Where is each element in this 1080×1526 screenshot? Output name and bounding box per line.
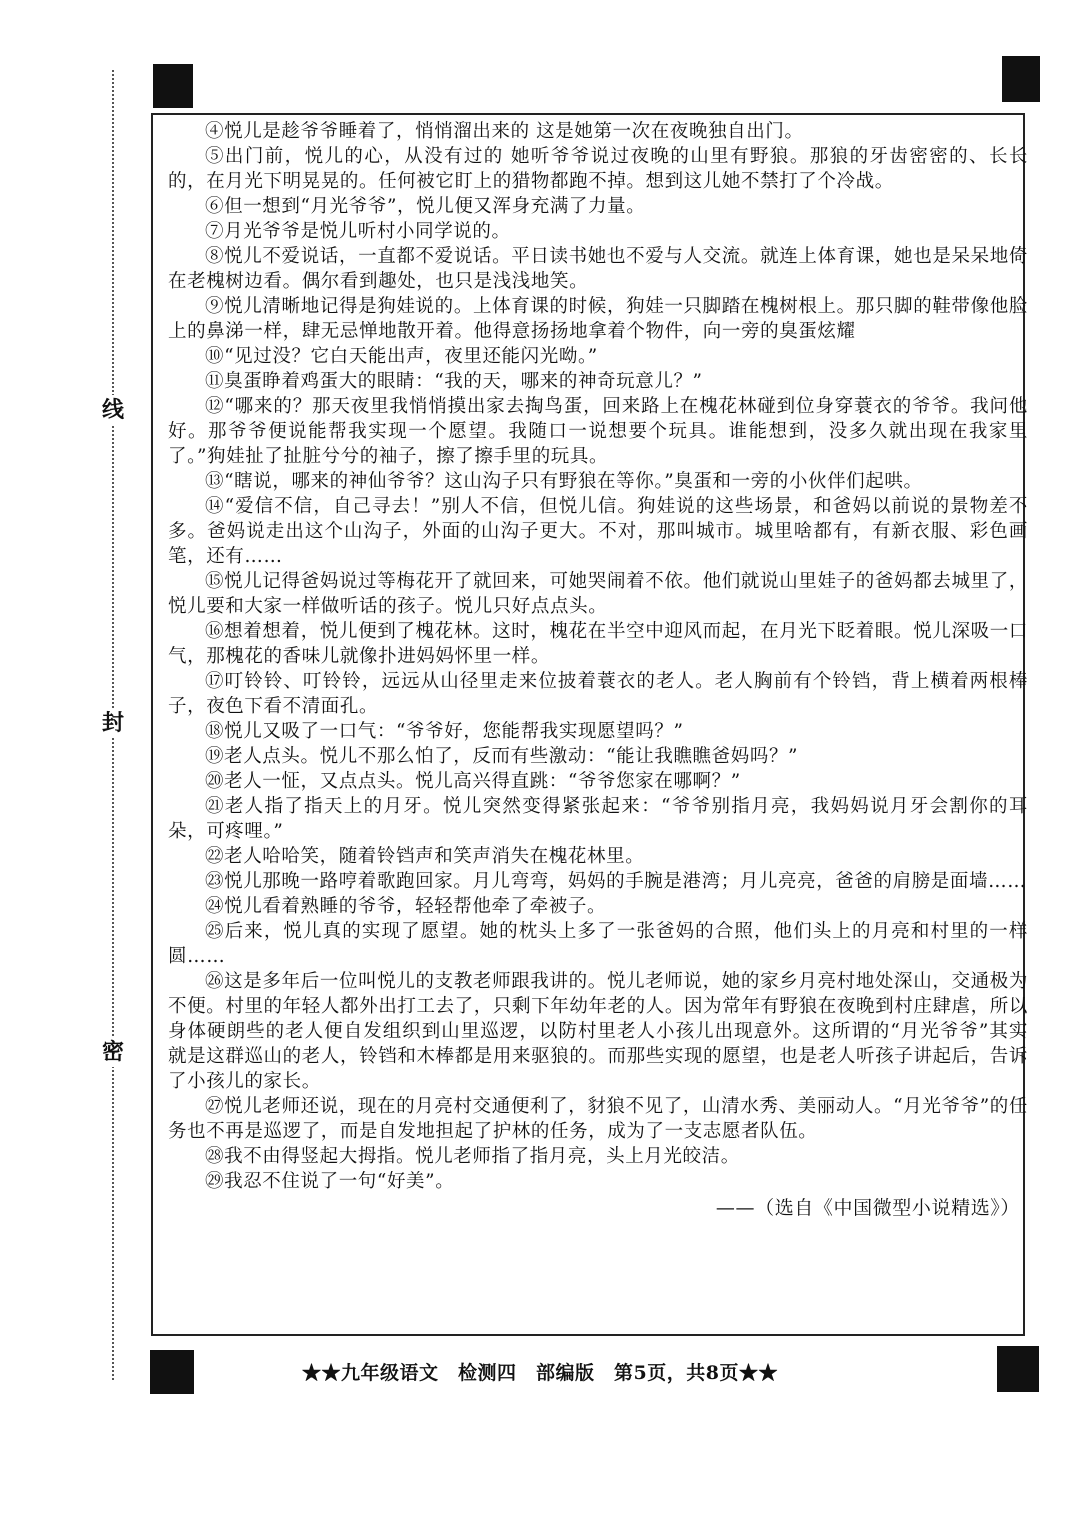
paragraph-24: ㉔悦儿看着熟睡的爷爷，轻轻帮他牵了牵被子。 bbox=[205, 896, 607, 917]
source-citation: ——（选自《中国微型小说精选》） bbox=[715, 1197, 1020, 1219]
paragraph-6: ⑥但一想到“月光爷爷”，悦儿便又浑身充满了力量。 bbox=[205, 196, 646, 217]
registration-mark-top-left bbox=[153, 64, 193, 108]
paragraph-13: ⑬“瞎说，哪来的神仙爷爷？这山沟子只有野狼在等你。”臭蛋和一旁的小伙伴们起哄。 bbox=[205, 471, 923, 492]
page-footer: ★★九年级语文 检测四 部编版 第5页，共8页★★ bbox=[302, 1362, 778, 1384]
paragraph-9: ⑨悦儿清晰地记得是狗娃说的。上体育课的时候，狗娃一只脚踏在槐树根上。那只脚的鞋带像他脸上的鼻涕一样，肆无忌惮地散开着。他得意扬扬地拿着个物件，向一旁的臭蛋炫耀 bbox=[168, 296, 1028, 342]
paragraph-26: ㉖这是多年后一位叫悦儿的支教老师跟我讲的。悦儿老师说，她的家乡月亮村地处深山，交通极为不便。村里的年轻人都外出打工去了，只剩下年幼年老的人。因为常年有野狼在夜晚到村庄肆虐，所以身体硬朗些的老人便自发组织到山里巡逻，以防村里老人小孩儿出现意外。这所谓的“月光爷爷”其实就是这群巡山的老人，铃铛和木棒都是用来驱狼的。而那些实现的愿望，也是老人听孩子讲起后，告诉了小孩儿的家长。 bbox=[168, 971, 1028, 1092]
paragraph-25: ㉕后来，悦儿真的实现了愿望。她的枕头上多了一张爸妈的合照，他们头上的月亮和村里的一样圆…… bbox=[168, 921, 1028, 967]
paragraph-20: ⑳老人一怔，又点点头。悦儿高兴得直跳：“爷爷您家在哪啊？” bbox=[205, 771, 741, 792]
paragraph-14: ⑭“爱信不信，自己寻去！”别人不信，但悦儿信。狗娃说的这些场景，和爸妈以前说的景物差不多。爸妈说走出这个山沟子，外面的山沟子更大。不对，那叫城市。城里啥都有，有新衣服、彩色画笔，还有…… bbox=[168, 496, 1028, 567]
paragraph-8: ⑧悦儿不爱说话，一直都不爱说话。平日读书她也不爱与人交流。就连上体育课，她也是呆呆地倚在老槐树边看。偶尔看到趣处，也只是浅浅地笑。 bbox=[168, 246, 1028, 292]
paragraph-16: ⑯想着想着，悦儿便到了槐花林。这时，槐花在半空中迎风而起，在月光下眨着眼。悦儿深吸一口气，那槐花的香味儿就像扑进妈妈怀里一样。 bbox=[168, 621, 1028, 667]
paragraph-21: ㉑老人指了指天上的月牙。悦儿突然变得紧张起来：“爷爷别指月亮，我妈妈说月牙会割你的耳朵，可疼哩。” bbox=[168, 796, 1028, 842]
binding-label-mi: 密 bbox=[101, 1039, 124, 1065]
paragraph-5: ⑤出门前，悦儿的心，从没有过的 她听爷爷说过夜晚的山里有野狼。那狼的牙齿密密的、长长的，在月光下明晃晃的。任何被它盯上的猎物都跑不掉。想到这儿她不禁打了个冷战。 bbox=[168, 146, 1028, 192]
paragraph-29: ㉙我忍不住说了一句“好美”。 bbox=[205, 1171, 455, 1192]
paragraph-18: ⑱悦儿又吸了一口气：“爷爷好，您能帮我实现愿望吗？” bbox=[205, 721, 684, 742]
paragraph-17: ⑰叮铃铃、叮铃铃，远远从山径里走来位披着蓑衣的老人。老人胸前有个铃铛，背上横着两根棒子，夜色下看不清面孔。 bbox=[168, 671, 1028, 717]
paragraph-7: ⑦月光爷爷是悦儿听村小同学说的。 bbox=[205, 221, 511, 242]
paragraph-19: ⑲老人点头。悦儿不那么怕了，反而有些激动：“能让我瞧瞧爸妈吗？” bbox=[205, 746, 799, 767]
registration-mark-top-right bbox=[1002, 56, 1040, 102]
paragraph-4: ④悦儿是趁爷爷睡着了，悄悄溜出来的 这是她第一次在夜晚独自出门。 bbox=[205, 121, 804, 142]
paragraph-27: ㉗悦儿老师还说，现在的月亮村交通便利了，豺狼不见了，山清水秀、美丽动人。“月光爷爷”的任务也不再是巡逻了，而是自发地担起了护林的任务，成为了一支志愿者队伍。 bbox=[168, 1096, 1028, 1142]
binding-label-feng: 封 bbox=[101, 710, 124, 736]
reading-passage bbox=[168, 119, 1028, 1221]
paragraph-11: ⑪臭蛋睁着鸡蛋大的眼睛：“我的天，哪来的神奇玩意儿？” bbox=[205, 371, 703, 392]
paragraph-10: ⑩“见过没？它白天能出声，夜里还能闪光呦。” bbox=[205, 346, 598, 367]
binding-label-xian: 线 bbox=[101, 397, 124, 423]
paragraph-15: ⑮悦儿记得爸妈说过等梅花开了就回来，可她哭闹着不依。他们就说山里娃子的爸妈都去城里了，悦儿要和大家一样做听话的孩子。悦儿只好点点头。 bbox=[168, 571, 1028, 617]
paragraph-28: ㉘我不由得竖起大拇指。悦儿老师指了指月亮，头上月光皎洁。 bbox=[205, 1146, 740, 1167]
paragraph-23: ㉓悦儿那晚一路哼着歌跑回家。月儿弯弯，妈妈的手腕是港湾；月儿亮亮，爸爸的肩膀是面墙…… bbox=[205, 871, 1027, 892]
paragraph-22: ㉒老人哈哈笑，随着铃铛声和笑声消失在槐花林里。 bbox=[205, 846, 645, 867]
paragraph-12: ⑫“哪来的？那天夜里我悄悄摸出家去掏鸟蛋，回来路上在槐花林碰到位身穿蓑衣的爷爷。我问他好。那爷爷便说能帮我实现一个愿望。我随口一说想要个玩具。谁能想到，没多久就出现在我家里了。”狗娃扯了扯脏兮兮的袖子，擦了擦手里的玩具。 bbox=[168, 396, 1028, 467]
